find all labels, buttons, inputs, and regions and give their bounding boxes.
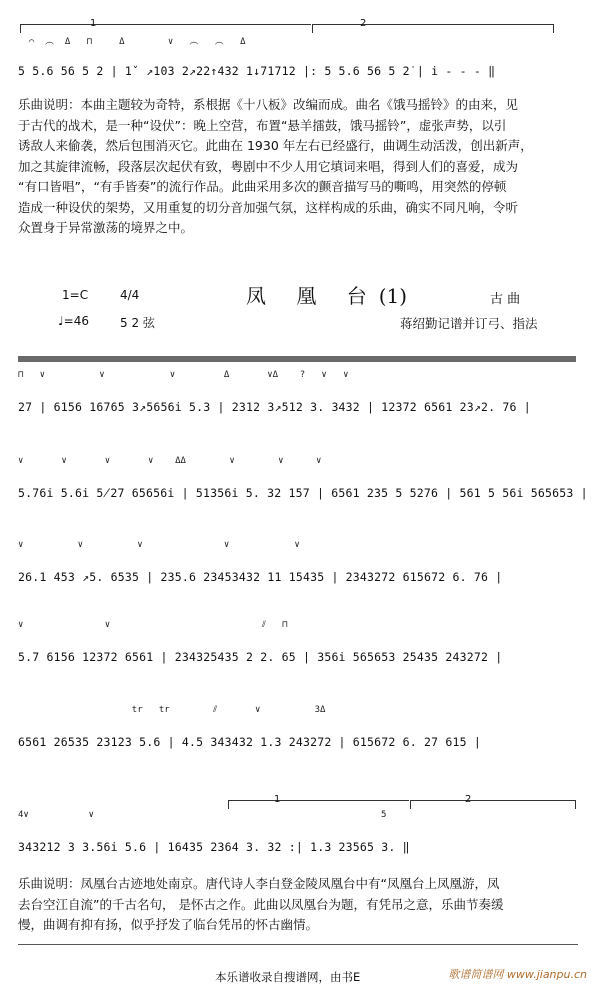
staff-notes: 5.76i 5.6i 5̸27 65656i | 51356i 5. 32 157 | 6561 235 5 5276 | 561 5 56i 565653 |: [18, 486, 588, 500]
tempo-marking: ♩=46: [58, 314, 89, 328]
score-staff-4: [18, 620, 578, 676]
footer-divider: [18, 944, 578, 945]
top-volta-2-bracket: [312, 24, 554, 33]
staff-notes: 343212 3 3.56i 5.6 | 16435 2364 3. 32 :| 1.3 23565 3. ‖: [18, 840, 410, 854]
text-line: 慢，曲调有抑有扬，似乎抒发了临台凭吊的怀古幽情。: [18, 917, 319, 932]
text-line: 加之其旋律流畅，段落层次起伏有致，粤剧中不少人用它填词来唱，得到人们的喜爱，成为: [18, 158, 519, 174]
top-staff-marks: ⌒ ︵ Δ ⊓ Δ ∨ ︵ ︵ Δ: [18, 37, 246, 47]
time-signature: 4/4: [120, 288, 140, 302]
text-line: 于古代的战术，是一种“设伏”：晚上空营，布置“悬羊擂鼓，饿马摇铃”，虚张声势，以引: [18, 117, 507, 133]
staff-notes: 27 | 6156 16765 3↗5656i 5.3 | 2312 3↗512 3. 3432 | 12372 6561 23↗2. 76 |: [18, 400, 531, 414]
top-volta-2-label: 2: [360, 18, 367, 29]
score-staff-5: [18, 705, 578, 761]
staff-marks: ∨ ∨ ⫽ ⊓: [18, 620, 288, 630]
score-staff-1: [18, 370, 578, 426]
staff-marks: ∨ ∨ ∨ ∨ ∨: [18, 540, 300, 550]
piece-title: [246, 280, 407, 309]
bottom-volta-1-bracket: [228, 800, 409, 809]
staff-marks: tr tr ⫽ ∨ 3Δ: [18, 705, 326, 715]
score-staff-3: [18, 540, 578, 596]
bottom-volta-1-label: 1: [274, 794, 281, 805]
site-watermark: 歌谱简谱网 www.jianpu.cn: [448, 968, 587, 981]
staff-notes: 5.7 6156 12372 6561 | 234325435 2 2. 65 | 356i 565653 25435 243272 |: [18, 650, 503, 664]
bottom-description: [18, 874, 578, 936]
staff-notes: 26.1 453 ↗5. 6535 | 235.6 23453432 11 15435 | 2343272 615672 6. 76 |: [18, 570, 503, 584]
text-line: “有口皆唱”，“有手皆奏”的流行作品。此曲采用多次的颤音描写马的嘶鸣，用突然的停顿: [18, 179, 507, 194]
text-line: 去台空江自流”的千古名句， 是怀古之作。此曲以凤凰台为题，有凭吊之意，乐曲节奏缓: [18, 896, 504, 912]
piece-title-text: 凤 凰 台: [246, 284, 379, 308]
top-staff: [18, 34, 578, 90]
bottom-volta-2-label: 2: [465, 794, 472, 805]
credit-line: 蒋绍勤记谱并订弓、指法: [400, 316, 538, 331]
text-line: 乐曲说明：本曲主题较为奇特，系根据《十八板》改编而成。曲名《饿马摇铃》的由来，见: [18, 97, 519, 112]
text-line: 诱敌人来偷袭，然后包围消灭它。此曲在 1930 年左右已经盛行，曲调生动活泼，创出新声，: [18, 138, 533, 153]
staff-marks: 4∨ ∨ 5: [18, 810, 387, 820]
staff-notes: 6561 26535 23123 5.6 | 4.5 343432 1.3 243272 | 615672 6. 27 615 |: [18, 735, 482, 749]
string-tuning: 5 2 弦: [120, 316, 155, 330]
score-staff-6: [18, 810, 578, 866]
text-line: 乐曲说明：凤凰台古迹地处南京。唐代诗人李白登金陵凤凰台中有“凤凰台上凤凰游，凤: [18, 876, 500, 891]
staff-marks: ∨ ∨ ∨ ∨ ΔΔ ∨ ∨ ∨: [18, 456, 322, 466]
top-volta-1-label: 1: [90, 18, 97, 29]
genre-label: 古 曲: [490, 292, 521, 307]
source-footer: 本乐谱收录自搜谱网，由书E: [215, 970, 361, 984]
top-volta-1-bracket: [20, 24, 311, 33]
piece-title-number: (1): [378, 284, 408, 308]
staff-marks: ⊓ ∨ ∨ ∨ Δ ∨Δ ? ∨ ∨: [18, 370, 349, 380]
header-divider: [18, 356, 576, 362]
top-description: [18, 95, 578, 239]
text-line: 造成一种设伏的架势，又用重复的切分音加强气氛，这样构成的乐曲，确实不同凡响，令听: [18, 199, 519, 215]
bottom-volta-2-bracket: [410, 800, 576, 809]
text-line: 众置身于异常激荡的境界之中。: [18, 220, 194, 235]
score-staff-2: [18, 456, 588, 512]
key-signature: 1=C: [62, 288, 89, 302]
top-staff-notes: 5 5.6 56 5 2 | 1ˇ ↗1̇03 2↗2̇2↑4̇32 1↓71712 |: 5 5.6 56 5 2̇ | i - - - ‖: [18, 64, 496, 78]
